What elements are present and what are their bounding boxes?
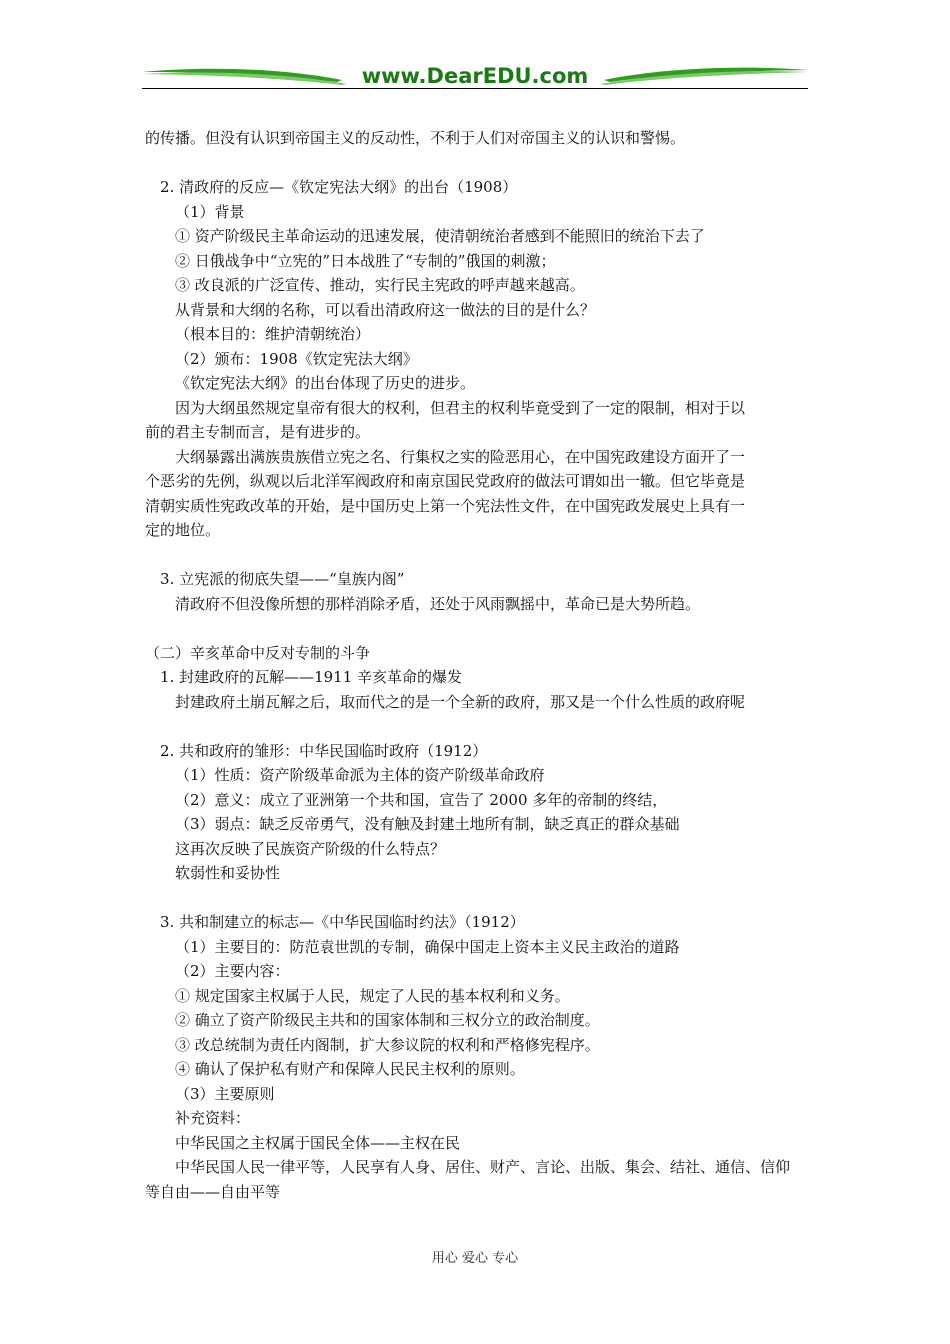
text-line: 封建政府土崩瓦解之后，取而代之的是一个全新的政府，那又是一个什么性质的政府呢 — [175, 692, 746, 711]
section-heading: 3. 立宪派的彻底失望——“皇族内阁” — [160, 570, 405, 588]
text-line: 个恶劣的先例，纵观以后北洋军阀政府和南京国民党政府的做法可谓如出一辙。但它毕竟是 — [145, 472, 746, 490]
section-heading: 3. 共和制建立的标志—《中华民国临时约法》（1912） — [160, 913, 525, 931]
section-heading: 2. 清政府的反应—《钦定宪法大纲》的出台（1908） — [160, 178, 518, 196]
subheading: （1）背景 — [175, 202, 245, 221]
text-line: （根本目的：维护清朝统治） — [175, 325, 371, 343]
text-line: 从背景和大纲的名称，可以看出清政府这一做法的目的是什么？ — [175, 300, 596, 319]
text-line: 软弱性和妥协性 — [175, 864, 281, 882]
header-rule — [142, 88, 808, 89]
text-line: 清政府不但没像所想的那样消除矛盾，还处于风雨飘摇中，革命已是大势所趋。 — [175, 594, 701, 613]
text-line: 这再次反映了民族资产阶级的什么特点？ — [175, 839, 446, 858]
text-line: 中华民国之主权属于国民全体——主权在民 — [175, 1133, 461, 1152]
list-item: ③ 改总统制为责任内阁制，扩大参议院的权利和严格修宪程序。 — [175, 1035, 600, 1054]
text-line: 《钦定宪法大纲》的出台体现了历史的进步。 — [175, 374, 476, 392]
text-line: 等自由——自由平等 — [145, 1182, 281, 1201]
section-heading: 1. 封建政府的瓦解——1911 辛亥革命的爆发 — [160, 668, 463, 686]
text-line: 的传播。但没有认识到帝国主义的反动性，不利于人们对帝国主义的认识和警惕。 — [145, 129, 686, 147]
subheading: （2）主要内容： — [175, 962, 290, 980]
list-item: ① 规定国家主权属于人民，规定了人民的基本权利和义务。 — [175, 986, 570, 1005]
list-item: （3）弱点：缺乏反帝勇气，没有触及封建土地所有制，缺乏真正的群众基础 — [175, 815, 680, 833]
list-item: （1）性质：资产阶级革命派为主体的资产阶级革命政府 — [175, 766, 545, 784]
text-line: 因为大纲虽然规定皇帝有很大的权利，但君主的权利毕竟受到了一定的限制，相对于以 — [175, 398, 746, 417]
chapter-heading: （二）辛亥革命中反对专制的斗争 — [145, 643, 371, 662]
subheading: （3）主要原则 — [175, 1084, 275, 1103]
list-item: （2）意义：成立了亚洲第一个共和国，宣告了 2000 多年的帝制的终结， — [175, 790, 668, 809]
list-item: ③ 改良派的广泛宣传、推动，实行民主宪政的呼声越来越高。 — [175, 276, 585, 294]
subheading: （2）颁布：1908《钦定宪法大纲》 — [175, 349, 418, 368]
text-line: 前的君主专制而言，是有进步的。 — [145, 423, 371, 441]
list-item: ② 确立了资产阶级民主共和的国家体制和三权分立的政治制度。 — [175, 1011, 600, 1029]
list-item: ① 资产阶级民主革命运动的迅速发展，使清朝统治者感到不能照旧的统治下去了 — [175, 227, 705, 245]
list-item: （1）主要目的：防范袁世凯的专制，确保中国走上资本主义民主政治的道路 — [175, 937, 680, 956]
text-line: 补充资料： — [175, 1109, 251, 1127]
list-item: ④ 确认了保护私有财产和保障人民民主权利的原则。 — [175, 1060, 525, 1078]
document-body — [145, 126, 810, 1204]
text-line: 中华民国人民一律平等，人民享有人身、居住、财产、言论、出版、集会、结社、通信、信仰 — [175, 1158, 791, 1176]
text-line: 大纲暴露出满族贵族借立宪之名、行集权之实的险恶用心，在中国宪政建设方面开了一 — [175, 447, 746, 466]
list-item: ② 日俄战争中“立宪的”日本战胜了“专制的”俄国的刺激； — [175, 251, 556, 270]
page-footer: 用心 爱心 专心 — [431, 1251, 519, 1266]
text-line: 定的地位。 — [145, 521, 221, 539]
site-name: www.DearEDU.com — [361, 64, 589, 88]
section-heading: 2. 共和政府的雏形：中华民国临时政府（1912） — [160, 741, 488, 760]
text-line: 清朝实质性宪政改革的开始，是中国历史上第一个宪法性文件，在中国宪政发展史上具有一 — [145, 496, 746, 515]
